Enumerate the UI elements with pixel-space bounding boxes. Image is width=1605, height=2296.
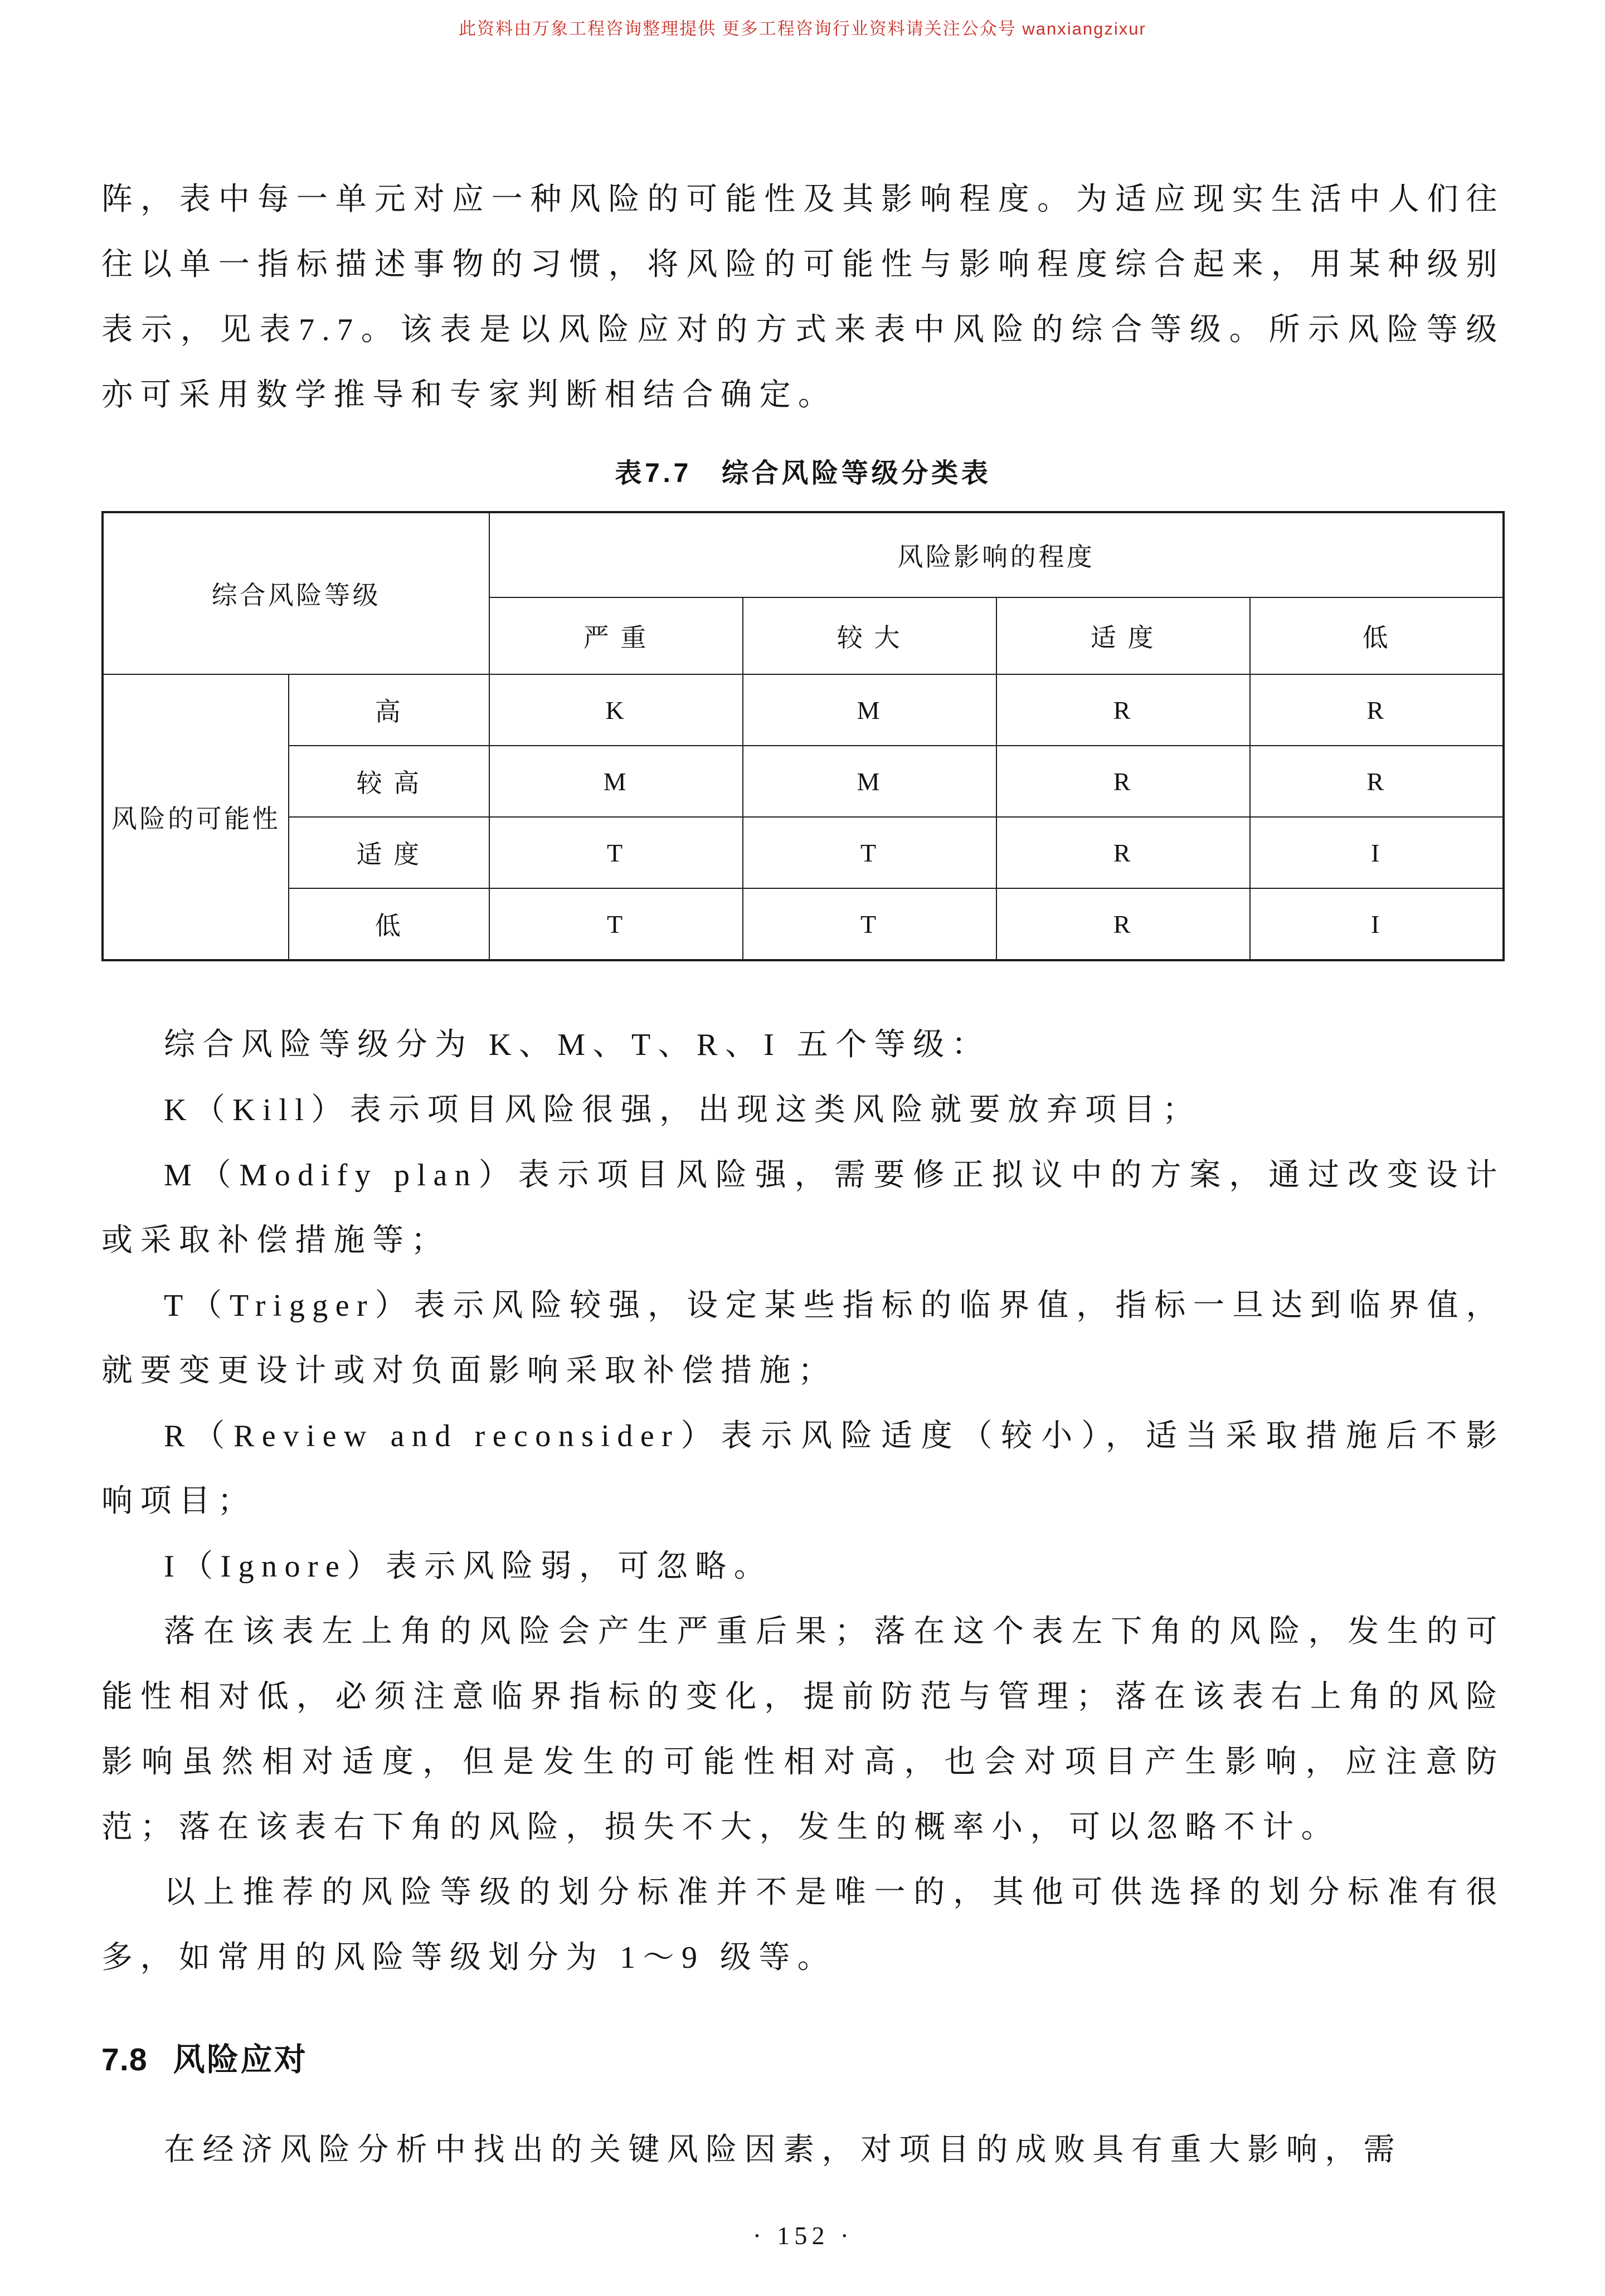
paragraph: M（Modify plan）表示项目风险强，需要修正拟议中的方案，通过改变设计或采取补偿措施等； <box>101 1158 1505 1258</box>
closing-paragraph: 在经济风险分析中找出的关键风险因素，对项目的成败具有重大影响，需 <box>164 2133 1403 2167</box>
table-title: 表7.7 综合风险等级分类表 <box>615 459 991 488</box>
table-cell: T <box>743 888 996 960</box>
table-cell: M <box>743 674 996 746</box>
paragraph: 以上推荐的风险等级的划分标准并不是唯一的，其他可供选择的划分标准有很多，如常用的风险等级划分为 1～9 级等。 <box>101 1875 1505 1975</box>
paragraph: K（Kill）表示项目风险很强，出现这类风险就要放弃项目； <box>164 1093 1202 1127</box>
table-impact-header: 风险影响的程度 <box>489 512 1504 597</box>
section-title: 风险应对 <box>173 2042 308 2078</box>
row-label: 低 <box>289 888 489 960</box>
table-cell: T <box>743 817 996 888</box>
table-cell: R <box>996 888 1250 960</box>
impact-level-header: 低 <box>1250 597 1504 674</box>
impact-level-header: 严 重 <box>489 597 743 674</box>
row-label: 适 度 <box>289 817 489 888</box>
impact-level-header: 适 度 <box>996 597 1250 674</box>
table-cell: I <box>1250 817 1504 888</box>
table-cell: T <box>489 817 743 888</box>
page-number: · 152 · <box>752 2221 854 2250</box>
paragraph: 落在该表左上角的风险会产生严重后果；落在这个表左下角的风险，发生的可能性相对低，必须注意临界指标的变化，提前防范与管理；落在该表右上角的风险影响虽然相对适度，但是发生的可能性相对高，也会对项目产生影响，应注意防范；落在该表右下角的风险，损失不大，发生的概率小，可以忽略不计。 <box>101 1614 1505 1845</box>
impact-level-header: 较 大 <box>743 597 996 674</box>
table-cell: T <box>489 888 743 960</box>
section-heading <box>101 2034 1505 2080</box>
paragraph: T（Trigger）表示风险较强，设定某些指标的临界值，指标一旦达到临界值，就要变更设计或对负面影响采取补偿措施； <box>101 1288 1505 1388</box>
section-number: 7.8 <box>101 2042 148 2078</box>
table-likelihood-header: 风险的可能性 <box>103 674 289 960</box>
row-label: 高 <box>289 674 489 746</box>
table-cell: R <box>1250 674 1504 746</box>
table-cell: R <box>996 746 1250 817</box>
table-cell: M <box>743 746 996 817</box>
table-cell: R <box>1250 746 1504 817</box>
document-page <box>101 0 1505 2250</box>
watermark-text: 此资料由万象工程咨询整理提供 更多工程咨询行业资料请关注公众号 wanxiangzixur <box>459 19 1146 38</box>
row-label: 较 高 <box>289 746 489 817</box>
table-cell: M <box>489 746 743 817</box>
intro-paragraph: 阵，表中每一单元对应一种风险的可能性及其影响程度。为适应现实生活中人们往往以单一指标描述事物的习惯，将风险的可能性与影响程度综合起来，用某种级别表示，见表7.7。该表是以风险应对的方式来表中风险的综合等级。所示风险等级亦可采用数学推导和专家判断相结合确定。 <box>101 182 1505 412</box>
table-cell: R <box>996 817 1250 888</box>
table-corner-header: 综合风险等级 <box>103 512 489 674</box>
paragraph: 综合风险等级分为 K、M、T、R、I 五个等级： <box>164 1028 991 1062</box>
paragraph: R（Review and reconsider）表示风险适度（较小），适当采取措施后不影响项目； <box>101 1419 1505 1519</box>
paragraph: I（Ignore）表示风险弱，可忽略。 <box>164 1549 773 1584</box>
risk-level-table <box>101 511 1505 961</box>
table-cell: K <box>489 674 743 746</box>
table-cell: R <box>996 674 1250 746</box>
table-cell: I <box>1250 888 1504 960</box>
